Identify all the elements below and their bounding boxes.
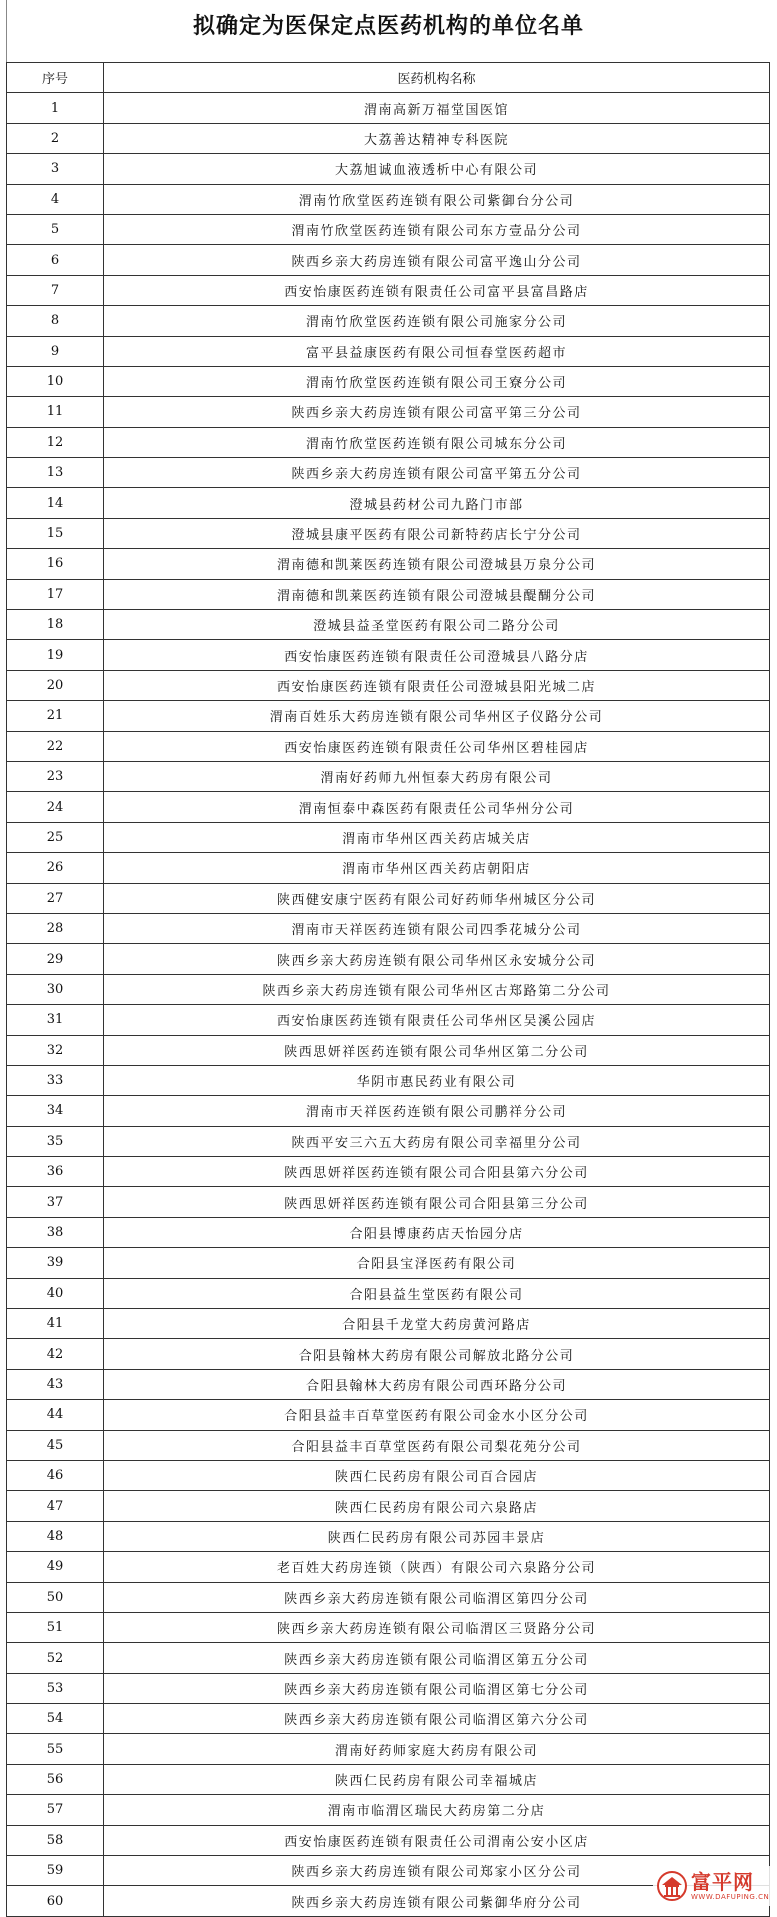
table-row (7, 1430, 770, 1460)
table-row (7, 518, 770, 548)
row-number: 21 (7, 701, 104, 731)
table-row (7, 154, 770, 184)
row-number: 47 (7, 1491, 104, 1521)
row-number: 55 (7, 1734, 104, 1764)
table-row (7, 184, 770, 214)
institution-name: 合阳县益生堂医药有限公司 (104, 1278, 770, 1308)
institution-name: 合阳县翰林大药房有限公司西环路分公司 (104, 1369, 770, 1399)
institution-name: 陕西乡亲大药房连锁有限公司华州区永安城分公司 (104, 944, 770, 974)
row-number: 37 (7, 1187, 104, 1217)
table-row (7, 1643, 770, 1673)
institution-name: 渭南市天祥医药连锁有限公司鹏祥分公司 (104, 1096, 770, 1126)
row-number: 5 (7, 214, 104, 244)
institution-name: 合阳县益丰百草堂医药有限公司梨花苑分公司 (104, 1430, 770, 1460)
table-row (7, 366, 770, 396)
row-number: 10 (7, 366, 104, 396)
table-row (7, 1369, 770, 1399)
table-row (7, 1552, 770, 1582)
institution-name: 合阳县翰林大药房有限公司解放北路分公司 (104, 1339, 770, 1369)
institution-list-table (6, 62, 770, 1917)
row-number: 2 (7, 123, 104, 153)
row-number: 9 (7, 336, 104, 366)
table-row (7, 1400, 770, 1430)
institution-name: 合阳县宝泽医药有限公司 (104, 1248, 770, 1278)
row-number: 16 (7, 549, 104, 579)
table-row (7, 1339, 770, 1369)
institution-name: 西安怡康医药连锁有限责任公司渭南公安小区店 (104, 1825, 770, 1855)
institution-name: 陕西思妍祥医药连锁有限公司华州区第二分公司 (104, 1035, 770, 1065)
table-row (7, 1278, 770, 1308)
table-row (7, 610, 770, 640)
row-number: 15 (7, 518, 104, 548)
row-number: 8 (7, 306, 104, 336)
table-row (7, 397, 770, 427)
institution-name: 陕西乡亲大药房连锁有限公司临渭区第四分公司 (104, 1582, 770, 1612)
row-number: 49 (7, 1552, 104, 1582)
institution-name: 富平县益康医药有限公司恒春堂医药超市 (104, 336, 770, 366)
row-number: 22 (7, 731, 104, 761)
institution-name: 大荔旭诚血液透析中心有限公司 (104, 154, 770, 184)
table-row (7, 488, 770, 518)
table-row (7, 1491, 770, 1521)
page-title: 拟确定为医保定点医药机构的单位名单 (192, 14, 584, 39)
table-row (7, 974, 770, 1004)
row-number: 31 (7, 1005, 104, 1035)
table-row (7, 1248, 770, 1278)
row-number: 59 (7, 1856, 104, 1886)
institution-name: 渭南竹欣堂医药连锁有限公司城东分公司 (104, 427, 770, 457)
table-row (7, 1521, 770, 1551)
institution-name: 陕西乡亲大药房连锁有限公司华州区古郑路第二分公司 (104, 974, 770, 1004)
institution-name: 渭南好药师家庭大药房有限公司 (104, 1734, 770, 1764)
table-row (7, 1612, 770, 1642)
site-watermark (653, 1866, 771, 1906)
table-row (7, 1035, 770, 1065)
row-number: 33 (7, 1065, 104, 1095)
institution-name: 老百姓大药房连锁（陕西）有限公司六泉路分公司 (104, 1552, 770, 1582)
institution-name: 合阳县博康药店天怡园分店 (104, 1217, 770, 1247)
institution-name: 西安怡康医药连锁有限责任公司富平县富昌路店 (104, 275, 770, 305)
institution-name: 陕西乡亲大药房连锁有限公司富平第三分公司 (104, 397, 770, 427)
table-row (7, 1005, 770, 1035)
institution-name: 陕西平安三六五大药房有限公司幸福里分公司 (104, 1126, 770, 1156)
institution-name: 陕西思妍祥医药连锁有限公司合阳县第六分公司 (104, 1157, 770, 1187)
institution-name: 大荔善达精神专科医院 (104, 123, 770, 153)
institution-name: 西安怡康医药连锁有限责任公司华州区吴溪公园店 (104, 1005, 770, 1035)
institution-name: 渭南竹欣堂医药连锁有限公司紫御台分公司 (104, 184, 770, 214)
row-number: 53 (7, 1673, 104, 1703)
institution-name: 渭南竹欣堂医药连锁有限公司王寮分公司 (104, 366, 770, 396)
column-header-name: 医药机构名称 (104, 63, 770, 93)
institution-name: 陕西乡亲大药房连锁有限公司临渭区第七分公司 (104, 1673, 770, 1703)
table-row (7, 822, 770, 852)
institution-name: 澄城县药材公司九路门市部 (104, 488, 770, 518)
table-row (7, 883, 770, 913)
institution-name: 陕西仁民药房有限公司苏园丰景店 (104, 1521, 770, 1551)
table-row (7, 731, 770, 761)
column-header-number: 序号 (7, 63, 104, 93)
pavilion-logo-icon (657, 1871, 687, 1901)
table-row (7, 306, 770, 336)
table-row (7, 701, 770, 731)
row-number: 20 (7, 670, 104, 700)
row-number: 11 (7, 397, 104, 427)
institution-name: 西安怡康医药连锁有限责任公司澄城县阳光城二店 (104, 670, 770, 700)
institution-name: 陕西乡亲大药房连锁有限公司富平第五分公司 (104, 458, 770, 488)
row-number: 34 (7, 1096, 104, 1126)
table-row (7, 1065, 770, 1095)
row-number: 12 (7, 427, 104, 457)
row-number: 50 (7, 1582, 104, 1612)
institution-name: 澄城县益圣堂医药有限公司二路分公司 (104, 610, 770, 640)
row-number: 17 (7, 579, 104, 609)
institution-name: 渭南德和凯莱医药连锁有限公司澄城县醍醐分公司 (104, 579, 770, 609)
institution-name: 渭南市临渭区瑞民大药房第二分店 (104, 1795, 770, 1825)
institution-name: 陕西乡亲大药房连锁有限公司紫御华府分公司 (104, 1886, 770, 1916)
row-number: 6 (7, 245, 104, 275)
row-number: 29 (7, 944, 104, 974)
table-row (7, 1460, 770, 1490)
institution-name: 陕西乡亲大药房连锁有限公司郑家小区分公司 (104, 1856, 770, 1886)
table-row (7, 670, 770, 700)
institution-name: 渭南百姓乐大药房连锁有限公司华州区子仪路分公司 (104, 701, 770, 731)
table-header-row (7, 63, 770, 93)
row-number: 45 (7, 1430, 104, 1460)
institution-name: 渭南市华州区西关药店朝阳店 (104, 853, 770, 883)
table-row (7, 1096, 770, 1126)
watermark-brand: 富平网 (691, 1869, 754, 1894)
table-row (7, 792, 770, 822)
table-row (7, 1825, 770, 1855)
row-number: 40 (7, 1278, 104, 1308)
institution-name: 陕西仁民药房有限公司六泉路店 (104, 1491, 770, 1521)
table-row (7, 1582, 770, 1612)
table-row (7, 123, 770, 153)
table-row (7, 579, 770, 609)
row-number: 7 (7, 275, 104, 305)
row-number: 48 (7, 1521, 104, 1551)
institution-name: 渭南德和凯莱医药连锁有限公司澄城县万泉分公司 (104, 549, 770, 579)
row-number: 30 (7, 974, 104, 1004)
table-row (7, 1157, 770, 1187)
institution-name: 陕西乡亲大药房连锁有限公司临渭区三贤路分公司 (104, 1612, 770, 1642)
institution-name: 华阴市惠民药业有限公司 (104, 1065, 770, 1095)
institution-name: 合阳县益丰百草堂医药有限公司金水小区分公司 (104, 1400, 770, 1430)
institution-name: 渭南竹欣堂医药连锁有限公司施家分公司 (104, 306, 770, 336)
row-number: 14 (7, 488, 104, 518)
institution-name: 陕西乡亲大药房连锁有限公司临渭区第五分公司 (104, 1643, 770, 1673)
table-row (7, 93, 770, 123)
institution-name: 陕西乡亲大药房连锁有限公司临渭区第六分公司 (104, 1704, 770, 1734)
table-row (7, 245, 770, 275)
table-row (7, 913, 770, 943)
table-row (7, 1126, 770, 1156)
row-number: 36 (7, 1157, 104, 1187)
institution-name: 西安怡康医药连锁有限责任公司澄城县八路分店 (104, 640, 770, 670)
institution-name: 澄城县康平医药有限公司新特药店长宁分公司 (104, 518, 770, 548)
institution-name: 渭南市天祥医药连锁有限公司四季花城分公司 (104, 913, 770, 943)
row-number: 4 (7, 184, 104, 214)
institution-name: 陕西思妍祥医药连锁有限公司合阳县第三分公司 (104, 1187, 770, 1217)
table-row (7, 640, 770, 670)
row-number: 13 (7, 458, 104, 488)
table-row (7, 458, 770, 488)
row-number: 18 (7, 610, 104, 640)
institution-name: 渭南市华州区西关药店城关店 (104, 822, 770, 852)
table-row (7, 1704, 770, 1734)
table-row (7, 761, 770, 791)
institution-name: 渭南恒泰中森医药有限责任公司华州分公司 (104, 792, 770, 822)
institution-name: 合阳县千龙堂大药房黄河路店 (104, 1309, 770, 1339)
row-number: 51 (7, 1612, 104, 1642)
institution-name: 陕西仁民药房有限公司百合园店 (104, 1460, 770, 1490)
row-number: 41 (7, 1309, 104, 1339)
table-row (7, 275, 770, 305)
row-number: 24 (7, 792, 104, 822)
row-number: 39 (7, 1248, 104, 1278)
table-row (7, 1673, 770, 1703)
table-row (7, 427, 770, 457)
row-number: 54 (7, 1704, 104, 1734)
institution-name: 渭南好药师九州恒泰大药房有限公司 (104, 761, 770, 791)
institution-name: 渭南竹欣堂医药连锁有限公司东方壹品分公司 (104, 214, 770, 244)
row-number: 43 (7, 1369, 104, 1399)
institution-name: 陕西乡亲大药房连锁有限公司富平逸山分公司 (104, 245, 770, 275)
table-row (7, 944, 770, 974)
institution-name: 陕西仁民药房有限公司幸福城店 (104, 1764, 770, 1794)
row-number: 27 (7, 883, 104, 913)
table-row (7, 549, 770, 579)
row-number: 38 (7, 1217, 104, 1247)
row-number: 25 (7, 822, 104, 852)
page-left-border (6, 0, 7, 62)
institution-name: 渭南高新万福堂国医馆 (104, 93, 770, 123)
row-number: 23 (7, 761, 104, 791)
row-number: 56 (7, 1764, 104, 1794)
row-number: 3 (7, 154, 104, 184)
institution-name: 陕西健安康宁医药有限公司好药师华州城区分公司 (104, 883, 770, 913)
row-number: 57 (7, 1795, 104, 1825)
row-number: 28 (7, 913, 104, 943)
table-row (7, 336, 770, 366)
row-number: 42 (7, 1339, 104, 1369)
row-number: 19 (7, 640, 104, 670)
row-number: 46 (7, 1460, 104, 1490)
institution-name: 西安怡康医药连锁有限责任公司华州区碧桂园店 (104, 731, 770, 761)
table-row (7, 1187, 770, 1217)
row-number: 58 (7, 1825, 104, 1855)
table-row (7, 1309, 770, 1339)
row-number: 35 (7, 1126, 104, 1156)
watermark-url: WWW.DAFUPING.CN (691, 1892, 770, 1901)
row-number: 1 (7, 93, 104, 123)
row-number: 44 (7, 1400, 104, 1430)
row-number: 60 (7, 1886, 104, 1916)
table-row (7, 853, 770, 883)
table-row (7, 214, 770, 244)
row-number: 32 (7, 1035, 104, 1065)
table-row (7, 1217, 770, 1247)
table-row (7, 1764, 770, 1794)
table-row (7, 1734, 770, 1764)
row-number: 26 (7, 853, 104, 883)
table-row (7, 1795, 770, 1825)
row-number: 52 (7, 1643, 104, 1673)
